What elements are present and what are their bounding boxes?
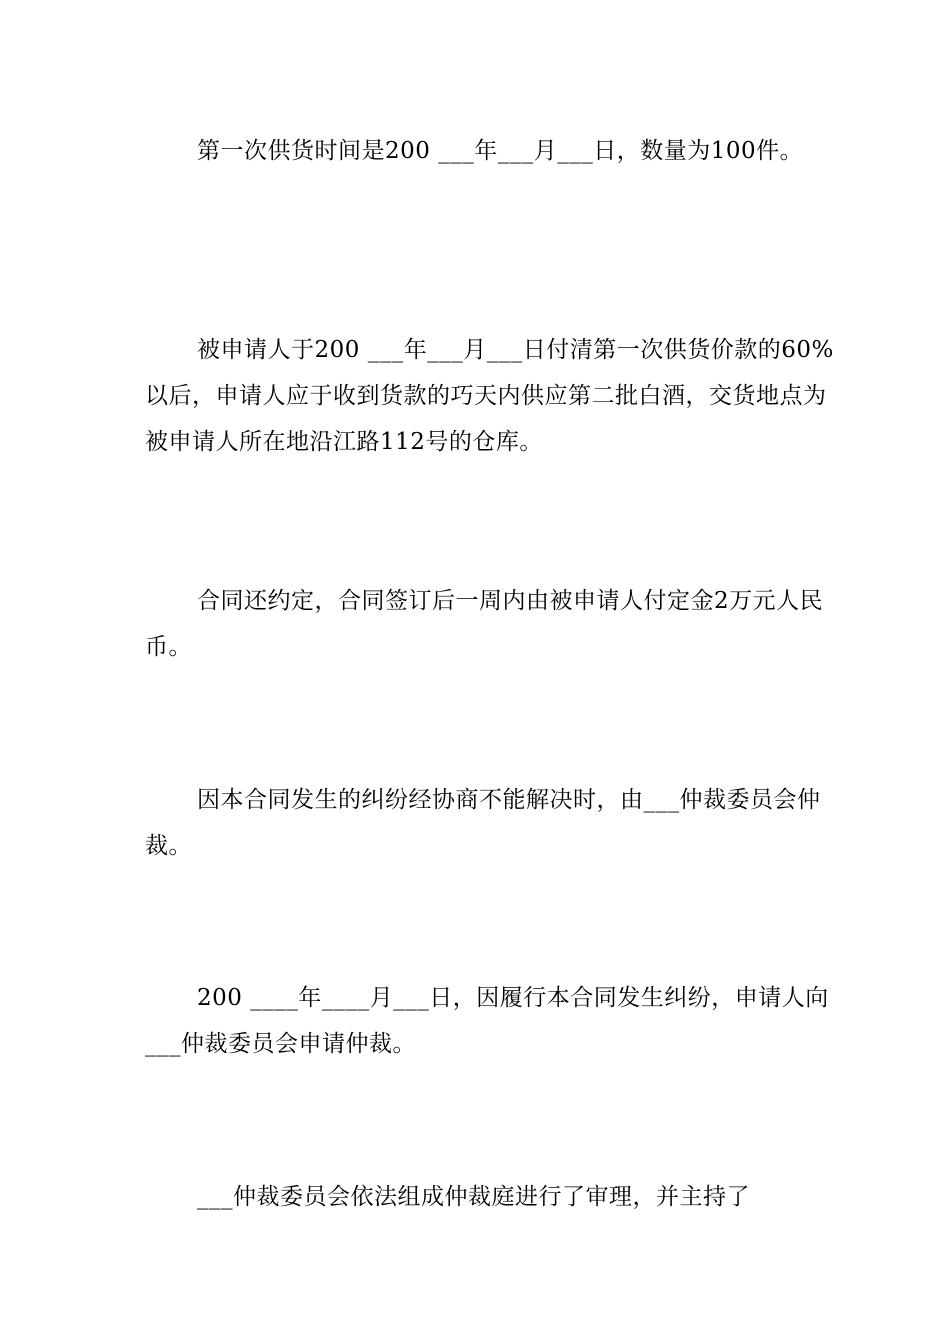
paragraph-payment-terms: 被申请人于200 ___年___月___日付清第一次供货价款的60%以后，申请人应于收到货款的巧天内供应第二批白酒，交货地点为被申请人所在地沿江路112号的仓库。 xyxy=(145,337,834,455)
paragraph-first-delivery: 第一次供货时间是200 ___年___月___日，数量为100件。 xyxy=(197,138,804,164)
paragraph-tribunal-hearing: ___仲裁委员会依法组成仲裁庭进行了审理，并主持了 xyxy=(197,1184,750,1210)
paragraph-dispute-filing: 200 ____年____月___日，因履行本合同发生纠纷，申请人向___仲裁委员会申请仲裁。 xyxy=(145,985,829,1057)
paragraph-arbitration-clause: 因本合同发生的纠纷经协商不能解决时，由___仲裁委员会仲裁。 xyxy=(145,787,821,859)
paragraph-deposit: 合同还约定，合同签订后一周内由被申请人付定金2万元人民币。 xyxy=(145,588,824,660)
